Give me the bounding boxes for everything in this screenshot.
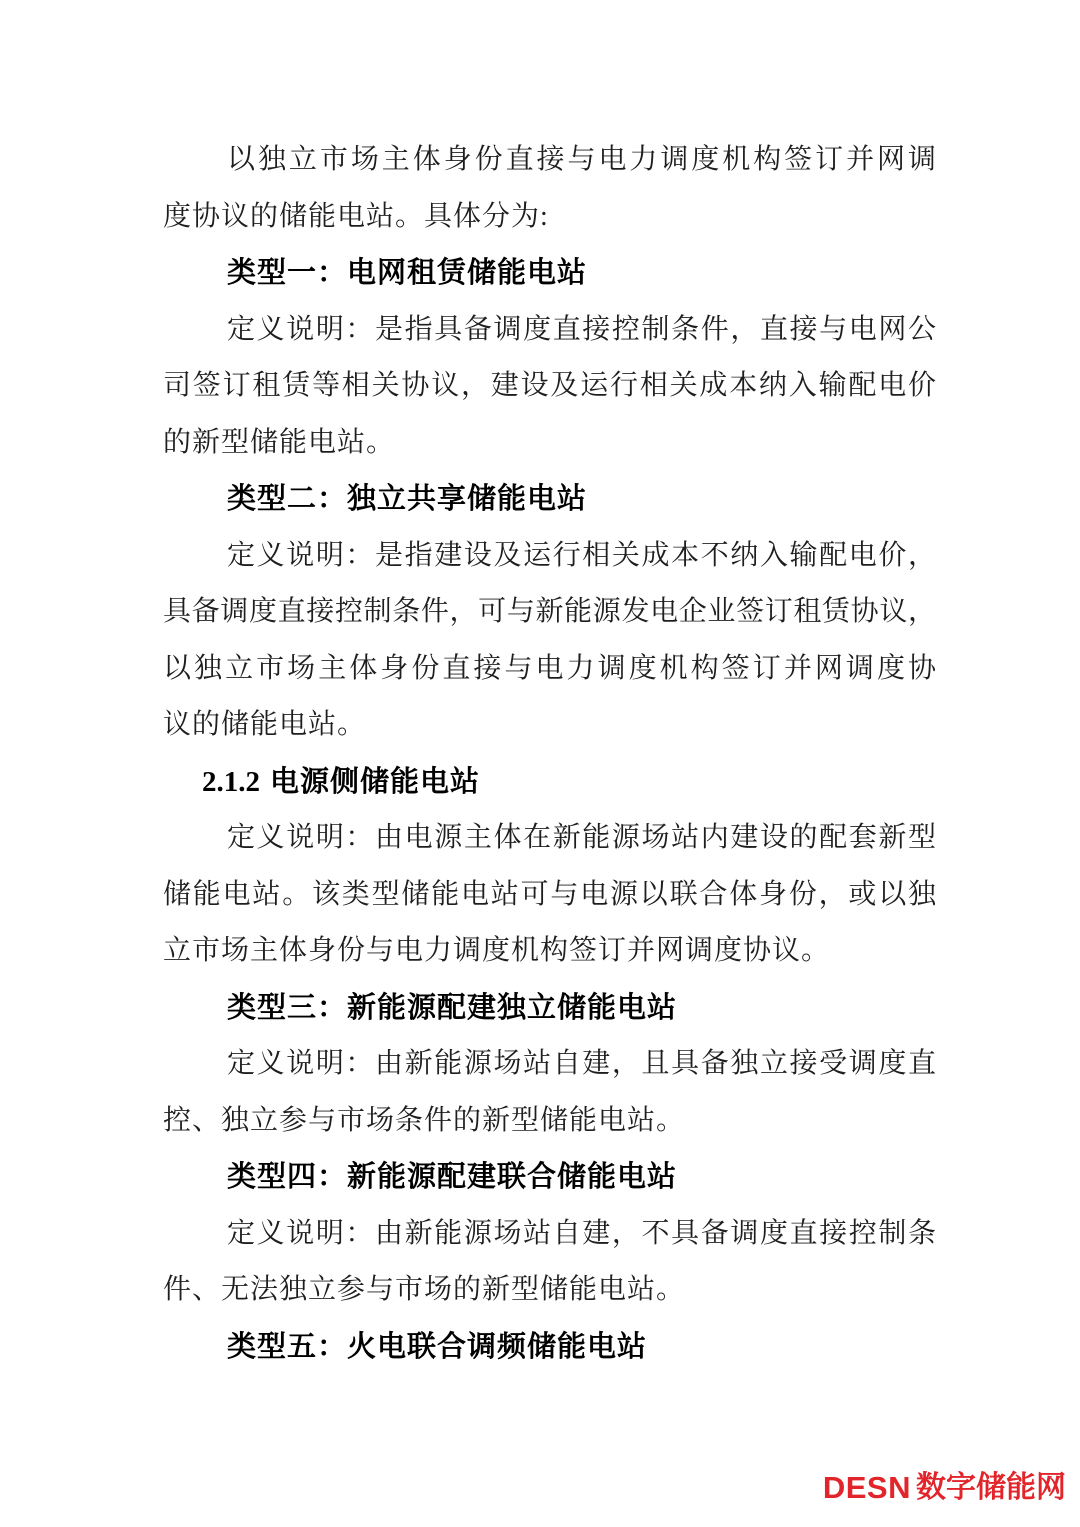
body-line: 定义说明：是指建设及运行相关成本不纳入输配电价， <box>227 539 936 571</box>
body-line: 定义说明：由新能源场站自建，且具备独立接受调度直 <box>227 1048 936 1079</box>
body-line: 以独立市场主体身份直接与电力调度机构签订并网调 <box>227 144 936 175</box>
body-line: 定义说明：由电源主体在新能源场站内建设的配套新型 <box>227 822 936 853</box>
body-line: 定义说明：是指具备调度直接控制条件，直接与电网公 <box>227 313 936 345</box>
heading-line <box>163 754 936 811</box>
desn-logo-chinese: 数字储能网 <box>916 1471 1066 1504</box>
body-line: 储能电站。该类型储能电站可与电源以联合体身份，或以独 <box>163 878 936 910</box>
body-line: 度协议的储能电站。具体分为: <box>163 200 549 232</box>
desn-logo-latin: DESN <box>822 1470 911 1505</box>
body-line: 控、独立参与市场条件的新型储能电站。 <box>163 1104 686 1136</box>
body-line: 议的储能电站。 <box>163 709 367 740</box>
heading-line: 类型三：新能源配建独立储能电站 <box>227 991 678 1024</box>
heading-line: 类型五：火电联合调频储能电站 <box>227 1330 648 1363</box>
body-line: 立市场主体身份与电力调度机构签订并网调度协议。 <box>163 935 831 966</box>
heading-number: 2.1.2 <box>202 765 260 798</box>
heading-text: 电源侧储能电站 <box>270 765 481 798</box>
body-line: 定义说明：由新能源场站自建，不具备调度直接控制条 <box>227 1217 936 1249</box>
heading-line: 类型二：独立共享储能电站 <box>227 483 588 515</box>
body-line: 司签订租赁等相关协议，建设及运行相关成本纳入输配电价 <box>163 370 936 401</box>
body-line: 具备调度直接控制条件，可与新能源发电企业签订租赁协议， <box>163 596 936 627</box>
body-line: 件、无法独立参与市场的新型储能电站。 <box>163 1274 686 1305</box>
desn-watermark-logo <box>823 1470 1066 1506</box>
body-line: 的新型储能电站。 <box>163 426 396 458</box>
heading-line: 类型四：新能源配建联合储能电站 <box>227 1161 678 1193</box>
body-line: 以独立市场主体身份直接与电力调度机构签订并网调度协 <box>163 652 936 684</box>
heading-line: 类型一：电网租赁储能电站 <box>227 257 588 289</box>
text-block <box>163 132 936 1375</box>
